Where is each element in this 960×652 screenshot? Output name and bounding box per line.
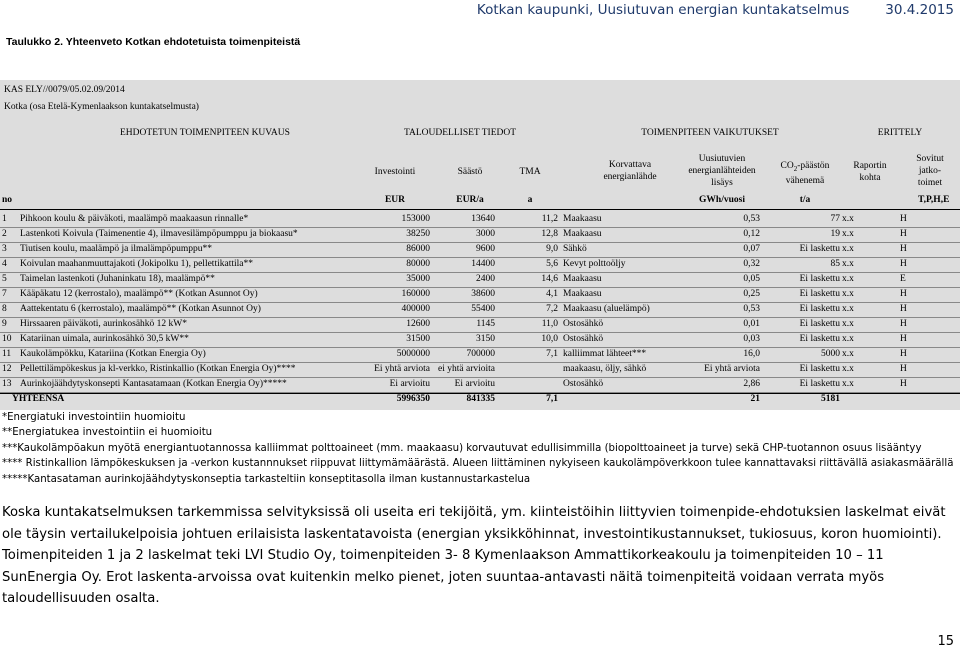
row-description: Pihkoon koulu & päiväkoti, maalämpö maakaasun rinnalle* [20, 214, 249, 224]
footnotes [2, 410, 953, 487]
table-row [0, 258, 960, 273]
unit-co2: t/a [799, 195, 811, 205]
col-replaced: Korvattava energianlähde [603, 160, 657, 182]
row-investment: 38250 [406, 229, 430, 239]
totals-co2: 5181 [821, 394, 840, 404]
row-payback: 9,0 [546, 244, 558, 254]
row-agreed: H [900, 214, 907, 224]
row-report: x.x [842, 304, 854, 314]
row-payback: 10,0 [541, 334, 558, 344]
row-investment: 5000000 [396, 349, 430, 359]
totals-saving: 841335 [466, 394, 495, 404]
footnote: **** Ristinkallion lämpökeskuksen ja -verkon kustannnukset riippuvat liittymämäärästä. Alueen liittäminen nykyiseen kaukolämpöverkkoon tulee kannattavaksi riittävällä asiakasmäärällä [2, 458, 954, 470]
row-investment: 31500 [406, 334, 430, 344]
row-co2: Ei laskettu [799, 364, 840, 374]
row-report: x.x [842, 379, 854, 389]
row-saving: 14400 [471, 259, 495, 269]
col-saving: Säästö [457, 167, 483, 177]
row-report: x.x [842, 289, 854, 299]
row-no: 7 [2, 289, 7, 299]
row-payback: 7,2 [546, 304, 558, 314]
footnote: *****Kantasataman aurinkojäähdytyskonseptia tarkasteltiin konseptitasolla ilman kustannustarkastelua [2, 473, 531, 485]
row-no: 2 [2, 229, 7, 239]
row-replaced-source: Sähkö [563, 244, 587, 254]
col-renewable: Uusiutuvien energianlähteiden lisäys [688, 154, 756, 188]
row-description: Kääpäkatu 12 (kerrostalo), maalämpö** (Kotkan Asunnot Oy) [20, 289, 258, 299]
col-co2: $CO_2$-päästön vähenemä [780, 161, 830, 186]
page-header [441, 2, 954, 18]
row-replaced-source: Ostosähkö [563, 334, 604, 344]
row-renewable: 0,25 [743, 289, 760, 299]
table-row [0, 228, 960, 243]
row-investment: 160000 [401, 289, 430, 299]
summary-table [0, 80, 960, 410]
row-report: x.x [842, 319, 854, 329]
row-report: x.x [842, 364, 854, 374]
row-co2: 77 [830, 214, 840, 224]
row-investment: 35000 [406, 274, 430, 284]
row-saving: 55400 [471, 304, 495, 314]
row-co2: Ei laskettu [799, 334, 840, 344]
table-row [0, 318, 960, 333]
row-renewable: 0,05 [743, 274, 760, 284]
row-no: 4 [2, 259, 7, 269]
row-description: Aurinkojäähdytyskonsepti Kantasatamaan (Kotkan Energia Oy)***** [20, 379, 287, 389]
table-row [0, 213, 960, 228]
table-row [0, 243, 960, 258]
row-description: Koivulan maahanmuuttajakoti (Jokipolku 1), pellettikattila** [20, 259, 253, 269]
row-investment: 86000 [406, 244, 430, 254]
row-agreed: H [900, 349, 907, 359]
group-separate: ERITTELY [877, 128, 923, 138]
row-co2: Ei laskettu [799, 379, 840, 389]
row-agreed: H [900, 379, 907, 389]
row-no: 10 [2, 334, 12, 344]
totals-row [0, 393, 960, 408]
row-replaced-source: Maakaasu [563, 274, 602, 284]
row-report: x.x [842, 214, 854, 224]
row-saving: ei yhtä arvioita [438, 364, 495, 374]
row-renewable: 0,07 [743, 244, 760, 254]
row-description: Kaukolämpökku, Katariina (Kotkan Energia Oy) [20, 349, 206, 359]
row-agreed: H [900, 289, 907, 299]
col-agreed: Sovitut jatko- toimet [916, 154, 944, 188]
table-row [0, 273, 960, 288]
row-payback: 12,8 [541, 229, 558, 239]
row-renewable: 0,12 [743, 229, 760, 239]
header-date: 30.4.2015 [885, 2, 954, 18]
totals-payback: 7,1 [546, 394, 558, 404]
row-saving: 13640 [471, 214, 495, 224]
row-renewable: 0,01 [743, 319, 760, 329]
row-no: 11 [2, 349, 12, 359]
footnote: *Energiatuki investointiin huomioitu [2, 412, 186, 423]
row-agreed: H [900, 229, 907, 239]
row-co2: Ei laskettu [799, 319, 840, 329]
row-saving: 9600 [476, 244, 495, 254]
unit-agreed: T,P,H,E [918, 195, 950, 205]
table-row [0, 333, 960, 348]
header-title: Kotkan kaupunki, Uusiutuvan energian kuntakatselmus [476, 2, 850, 18]
row-description: Hirssaaren päiväkoti, aurinkosähkö 12 kW* [20, 319, 187, 329]
row-replaced-source: Maakaasu (aluelämpö) [563, 304, 650, 314]
row-no: 13 [2, 379, 12, 389]
row-report: x.x [842, 274, 854, 284]
row-investment: Ei arvioitu [389, 379, 430, 389]
totals-renewable: 21 [750, 394, 760, 404]
row-investment: Ei yhtä arviota [374, 364, 430, 374]
row-renewable: 0,03 [743, 334, 760, 344]
row-agreed: H [900, 304, 907, 314]
table-caption: Taulukko 2. Yhteenveto Kotkan ehdotetuista toimenpiteistä [6, 36, 301, 48]
row-replaced-source: Maakaasu [563, 289, 602, 299]
unit-renewable: GWh/vuosi [699, 195, 745, 205]
body-paragraph: Koska kuntakatselmuksen tarkemmissa selvityksissä oli useita eri tekijöitä, ym. kiinteistöihin liittyvien toimenpide-ehdotuksien laskelmat eivät ole täysin vertailukelpoisia johtuen erilaisista laskentatavoista (energian yksikköhinnat, investointikustannukset, tukiosuus, koron huomiointi). Toimenpiteiden 1 ja 2 laskelmat teki LVI Studio Oy, toimenpiteiden 3- 8 Kymenlaakson Ammattikorkeakoulu ja toimenpiteiden 10 – 11 SunEnergia Oy. Erot laskenta-arvoissa ovat kuitenkin melko pienet, joten suuntaa-antavasti näitä toimenpiteitä voidaan verrata myös taloudellisuuden osalta. [2, 505, 946, 606]
row-co2: 19 [830, 229, 840, 239]
row-no: 12 [2, 364, 12, 374]
row-payback: 4,1 [546, 289, 558, 299]
row-payback: 11,0 [541, 319, 558, 329]
row-renewable: 2,86 [743, 379, 760, 389]
row-saving: Ei arvioitu [454, 379, 495, 389]
table-code: KAS ELY//0079/05.02.09/2014 [4, 85, 125, 95]
row-renewable: 16,0 [743, 349, 760, 359]
row-renewable: Ei yhtä arviota [704, 364, 760, 374]
row-agreed: H [900, 244, 907, 254]
footnote: ***Kaukolämpöakun myötä energiantuotannossa kalliimmat polttoaineet (mm. maakaasu) korvautuvat edullisimmilla (biopolttoaineet ja turve) sekä CHP-tuotannon osuus lisääntyy [2, 442, 922, 454]
header-rule [0, 209, 960, 210]
row-co2: 85 [830, 259, 840, 269]
table-subtitle: Kotka (osa Etelä-Kymenlaakson kuntakatselmusta) [4, 102, 199, 112]
row-investment: 80000 [406, 259, 430, 269]
row-report: x.x [842, 244, 854, 254]
row-investment: 12600 [406, 319, 430, 329]
row-description: Tiutisen koulu, maalämpö ja ilmalämpöpumppu** [20, 244, 213, 254]
table-row [0, 303, 960, 318]
row-report: x.x [842, 334, 854, 344]
group-description: EHDOTETUN TOIMENPITEEN KUVAUS [120, 128, 290, 138]
row-payback: 5,6 [546, 259, 558, 269]
row-investment: 400000 [401, 304, 430, 314]
row-agreed: H [900, 334, 907, 344]
row-report: x.x [842, 229, 854, 239]
row-no: 9 [2, 319, 7, 329]
row-replaced-source: Kevyt polttoöljy [563, 259, 626, 269]
row-description: Aattekentatu 6 (kerrostalo), maalämpö** (Kotkan Asunnot Oy) [20, 304, 261, 314]
row-no: 8 [2, 304, 7, 314]
row-co2: Ei laskettu [799, 244, 840, 254]
col-payback: TMA [519, 167, 541, 177]
row-no: 5 [2, 274, 7, 284]
row-saving: 38600 [471, 289, 495, 299]
row-agreed: H [900, 319, 907, 329]
row-payback: 11,2 [541, 214, 558, 224]
row-co2: Ei laskettu [799, 274, 840, 284]
table-row [0, 363, 960, 378]
row-agreed: H [900, 259, 907, 269]
row-agreed: E [900, 274, 906, 284]
row-renewable: 0,32 [743, 259, 760, 269]
row-payback: 7,1 [546, 349, 558, 359]
row-saving: 700000 [466, 349, 495, 359]
row-replaced-source: Ostosähkö [563, 319, 604, 329]
unit-no: no [2, 195, 13, 205]
row-saving: 3000 [476, 229, 495, 239]
group-economy: TALOUDELLISET TIEDOT [403, 128, 517, 138]
row-saving: 3150 [476, 334, 495, 344]
page-number: 15 [937, 634, 954, 649]
group-impacts: TOIMENPITEEN VAIKUTUKSET [641, 128, 779, 138]
row-replaced-source: maakaasu, öljy, sähkö [563, 364, 647, 374]
unit-investment: EUR [384, 195, 406, 205]
row-replaced-source: kalliimmat lähteet*** [563, 349, 647, 359]
row-co2: 5000 [821, 349, 840, 359]
row-no: 1 [2, 214, 7, 224]
totals-investment: 5996350 [396, 394, 430, 404]
row-replaced-source: Maakaasu [563, 214, 602, 224]
totals-label: YHTEENSÄ [12, 394, 65, 404]
table-row [0, 378, 960, 393]
row-co2: Ei laskettu [799, 289, 840, 299]
unit-saving: EUR/a [456, 195, 484, 205]
row-replaced-source: Ostosähkö [563, 379, 604, 389]
row-payback: 14,6 [541, 274, 558, 284]
row-description: Taimelan lastenkoti (Juhaninkatu 18), maalämpö** [20, 274, 215, 284]
row-agreed: H [900, 364, 907, 374]
row-report: x.x [842, 349, 854, 359]
row-replaced-source: Maakaasu [563, 229, 602, 239]
col-report: Raportin kohta [853, 161, 887, 183]
row-saving: 1145 [476, 319, 495, 329]
row-description: Lastenkoti Koivula (Taimenentie 4), ilmavesilämpöpumppu ja biokaasu* [20, 229, 298, 239]
row-description: Katariinan uimala, aurinkosähkö 30,5 kW** [20, 334, 189, 344]
table-row [0, 288, 960, 303]
row-renewable: 0,53 [743, 304, 760, 314]
row-co2: Ei laskettu [799, 304, 840, 314]
unit-payback: a [527, 195, 533, 205]
col-investment: Investointi [374, 167, 416, 177]
row-saving: 2400 [476, 274, 495, 284]
row-description: Pellettilämpökeskus ja kl-verkko, Ristinkallio (Kotkan Energia Oy)**** [20, 364, 296, 374]
row-renewable: 0,53 [743, 214, 760, 224]
table-row [0, 348, 960, 363]
footnote: **Energiatukea investointiin ei huomioitu [2, 427, 213, 439]
row-investment: 153000 [401, 214, 430, 224]
row-report: x.x [842, 259, 854, 269]
row-no: 3 [2, 244, 7, 254]
